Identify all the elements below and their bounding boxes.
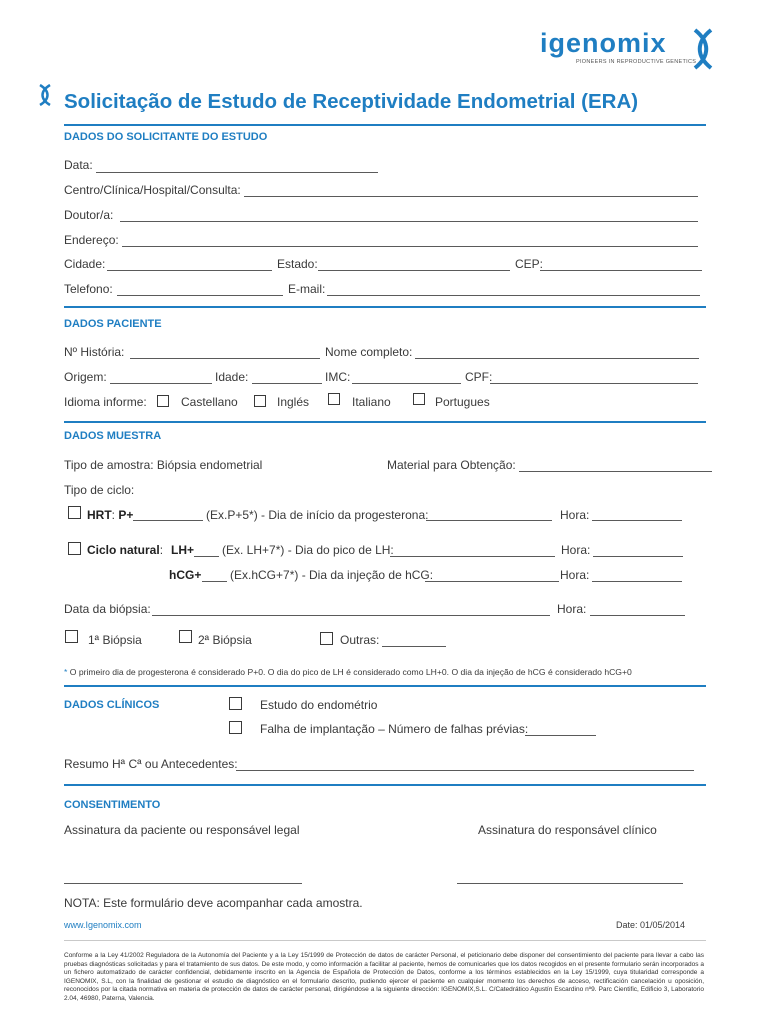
phone-field[interactable]	[117, 295, 283, 296]
cpf-label: CPF:	[465, 370, 493, 384]
endometrium-study-label: Estudo do endométrio	[260, 698, 378, 712]
phone-label: Telefono:	[64, 282, 113, 296]
implantation-failure-label: Falha de implantação – Número de falhas prévias:	[260, 722, 529, 736]
hrt-time-label: Hora:	[560, 508, 590, 522]
biopsy-time-field[interactable]	[590, 615, 685, 616]
legal-text: Conforme a la Ley 41/2002 Reguladora de la Autonomía del Paciente y a la Ley 15/1999 de Protección de datos de carácter Personal, el peticionario debe disponer del consentimiento del paciente para llevar a cabo las pruebas diagnósticas solicitadas y para el tratamiento de sus datos. De este modo, y como información a facilitar al paciente, hemos de comunicarles que los datos recogidos en el presente formulario serán incorporados a un fichero automatizado de carácter confidencial, debidamente inscrito en la Agencia de Española de Protección de Datos, conforme a los términos establecidos en la Ley 15/1999, cuya titularidad corresponde a IGENOMIX, S.L, con la finalidad de gestionar el estudio de diagnóstico en el formulario descrito, pudiendo ejercer el paciente en cualquier momento los derechos de acceso, rectificación cancelación u oposición, reconocidos por la citada normativa en materia de protección de datos de carácter personal, dirigiéndose a la siguiente dirección: IGENOMIX,S.L. C/Catedrático Agustín Escardino nº9. Parc Cientific, Edificio 3, Laboratorio 2.04, 46980, Paterna, Valencia.	[64, 952, 704, 1002]
material-field[interactable]	[519, 471, 712, 472]
zip-label: CEP:	[515, 257, 544, 271]
clinical-heading: DADOS CLÍNICOS	[64, 699, 160, 711]
logo	[540, 28, 720, 72]
lh-label: LH+	[171, 543, 195, 557]
center-field[interactable]	[244, 196, 698, 197]
city-label: Cidade:	[64, 257, 106, 271]
previous-failures-field[interactable]	[525, 735, 596, 736]
requester-rule	[64, 306, 706, 308]
hrt-checkbox[interactable]	[68, 506, 81, 519]
center-label: Centro/Clínica/Hospital/Consulta:	[64, 183, 241, 197]
sample-footnote	[64, 667, 632, 677]
clinician-signature-field[interactable]	[457, 883, 683, 884]
cycle-type-label: Tipo de ciclo:	[64, 483, 135, 497]
date-field[interactable]	[96, 172, 378, 173]
patient-signature-label: Assinatura da paciente ou responsável legal	[64, 823, 300, 837]
full-name-label: Nome completo:	[325, 345, 413, 359]
biopsy-time-label: Hora:	[557, 602, 587, 616]
bmi-field[interactable]	[352, 383, 461, 384]
language-label-ingles: Inglés	[277, 395, 310, 409]
title-rule	[64, 124, 706, 126]
page-title: Solicitação de Estudo de Receptividade Endometrial (ERA)	[64, 90, 639, 113]
summary-label: Resumo Hª Cª ou Antecedentes:	[64, 757, 238, 771]
others-label: Outras:	[340, 633, 380, 647]
progesterone-day-field[interactable]	[426, 520, 552, 521]
logo-text: igenomix	[540, 28, 667, 58]
patient-signature-field[interactable]	[64, 883, 302, 884]
hcg-example-label: (Ex.hCG+7*) - Dia da injeção de hCG:	[230, 568, 434, 582]
logo-tagline: PIONEERS IN REPRODUCTIVE GENETICS	[576, 59, 697, 65]
lh-field[interactable]	[194, 556, 219, 557]
hrt-time-field[interactable]	[592, 520, 682, 521]
patient-rule	[64, 421, 706, 423]
state-label: Estado:	[277, 257, 318, 271]
requester-heading: DADOS DO SOLICITANTE DO ESTUDO	[64, 131, 268, 143]
city-field[interactable]	[107, 270, 272, 271]
doctor-field[interactable]	[120, 221, 698, 222]
consent-note: NOTA: Este formulário deve acompanhar cada amostra.	[64, 896, 363, 910]
title-helix-icon	[38, 84, 52, 106]
origin-field[interactable]	[110, 383, 212, 384]
hcg-time-label: Hora:	[560, 568, 590, 582]
report-language-label: Idioma informe:	[64, 395, 147, 409]
sample-type-label: Tipo de amostra: Biópsia endometrial	[64, 458, 263, 472]
zip-field[interactable]	[540, 270, 702, 271]
address-field[interactable]	[122, 246, 698, 247]
hcg-field[interactable]	[202, 581, 227, 582]
others-field[interactable]	[382, 646, 446, 647]
footnote-text: O primeiro dia de progesterona é considerado P+0. O dia do pico de LH é considerado como LH+0. O dia da injeção de hCG é considerado hCG+0	[69, 667, 632, 677]
biopsy-date-label: Data da biópsia:	[64, 602, 151, 616]
language-checkbox-castellano[interactable]	[157, 395, 169, 407]
doctor-label: Doutor/a:	[64, 208, 114, 222]
language-checkbox-portugues[interactable]	[413, 393, 425, 405]
language-label-italiano: Italiano	[352, 395, 391, 409]
lh-time-label: Hora:	[561, 543, 591, 557]
biopsy2-label: 2ª Biópsia	[198, 633, 252, 647]
biopsy2-checkbox[interactable]	[179, 630, 192, 643]
natural-cycle-label: Ciclo natural:	[87, 543, 164, 557]
age-label: Idade:	[215, 370, 249, 384]
natural-cycle-checkbox[interactable]	[68, 542, 81, 555]
endometrium-study-checkbox[interactable]	[229, 697, 242, 710]
others-checkbox[interactable]	[320, 632, 333, 645]
origin-label: Origem:	[64, 370, 107, 384]
website-link[interactable]: www.Igenomix.com	[64, 920, 142, 930]
hrt-p-field[interactable]	[133, 520, 203, 521]
language-checkbox-ingles[interactable]	[254, 395, 266, 407]
biopsy1-label: 1ª Biópsia	[88, 633, 142, 647]
sample-heading: DADOS MUESTRA	[64, 430, 162, 442]
footer-divider	[64, 940, 706, 941]
email-label: E-mail:	[288, 282, 326, 296]
patient-heading: DADOS PACIENTE	[64, 318, 162, 330]
hcg-injection-day-field[interactable]	[425, 581, 559, 582]
material-label: Material para Obtenção:	[387, 458, 516, 472]
age-field[interactable]	[252, 383, 322, 384]
cpf-field[interactable]	[490, 383, 698, 384]
address-label: Endereço:	[64, 233, 119, 247]
language-checkbox-italiano[interactable]	[328, 393, 340, 405]
state-field[interactable]	[318, 270, 510, 271]
lh-example-label: (Ex. LH+7*) - Dia do pico de LH:	[222, 543, 394, 557]
sample-rule	[64, 685, 706, 687]
summary-field[interactable]	[236, 770, 694, 771]
history-field[interactable]	[130, 358, 320, 359]
email-field[interactable]	[327, 295, 700, 296]
history-label: Nº História:	[64, 345, 125, 359]
date-label: Data:	[64, 158, 93, 172]
lh-time-field[interactable]	[593, 556, 683, 557]
full-name-field[interactable]	[415, 358, 699, 359]
hcg-time-field[interactable]	[592, 581, 682, 582]
hrt-example-label: (Ex.P+5*) - Dia de início da progesterona:	[206, 508, 429, 522]
bmi-label: IMC:	[325, 370, 351, 384]
clinician-signature-label: Assinatura do responsável clínico	[478, 823, 657, 837]
hcg-label: hCG+	[169, 568, 202, 582]
clinical-rule	[64, 784, 706, 786]
implantation-failure-checkbox[interactable]	[229, 721, 242, 734]
biopsy-date-field[interactable]	[152, 615, 550, 616]
language-label-castellano: Castellano	[181, 395, 238, 409]
footnote-star: *	[64, 667, 68, 677]
language-label-portugues: Portugues	[435, 395, 490, 409]
biopsy1-checkbox[interactable]	[65, 630, 78, 643]
hrt-label: HRT: P+	[87, 508, 134, 522]
form-date: Date: 01/05/2014	[616, 920, 686, 930]
consent-heading: CONSENTIMENTO	[64, 799, 161, 811]
lh-peak-day-field[interactable]	[390, 556, 555, 557]
